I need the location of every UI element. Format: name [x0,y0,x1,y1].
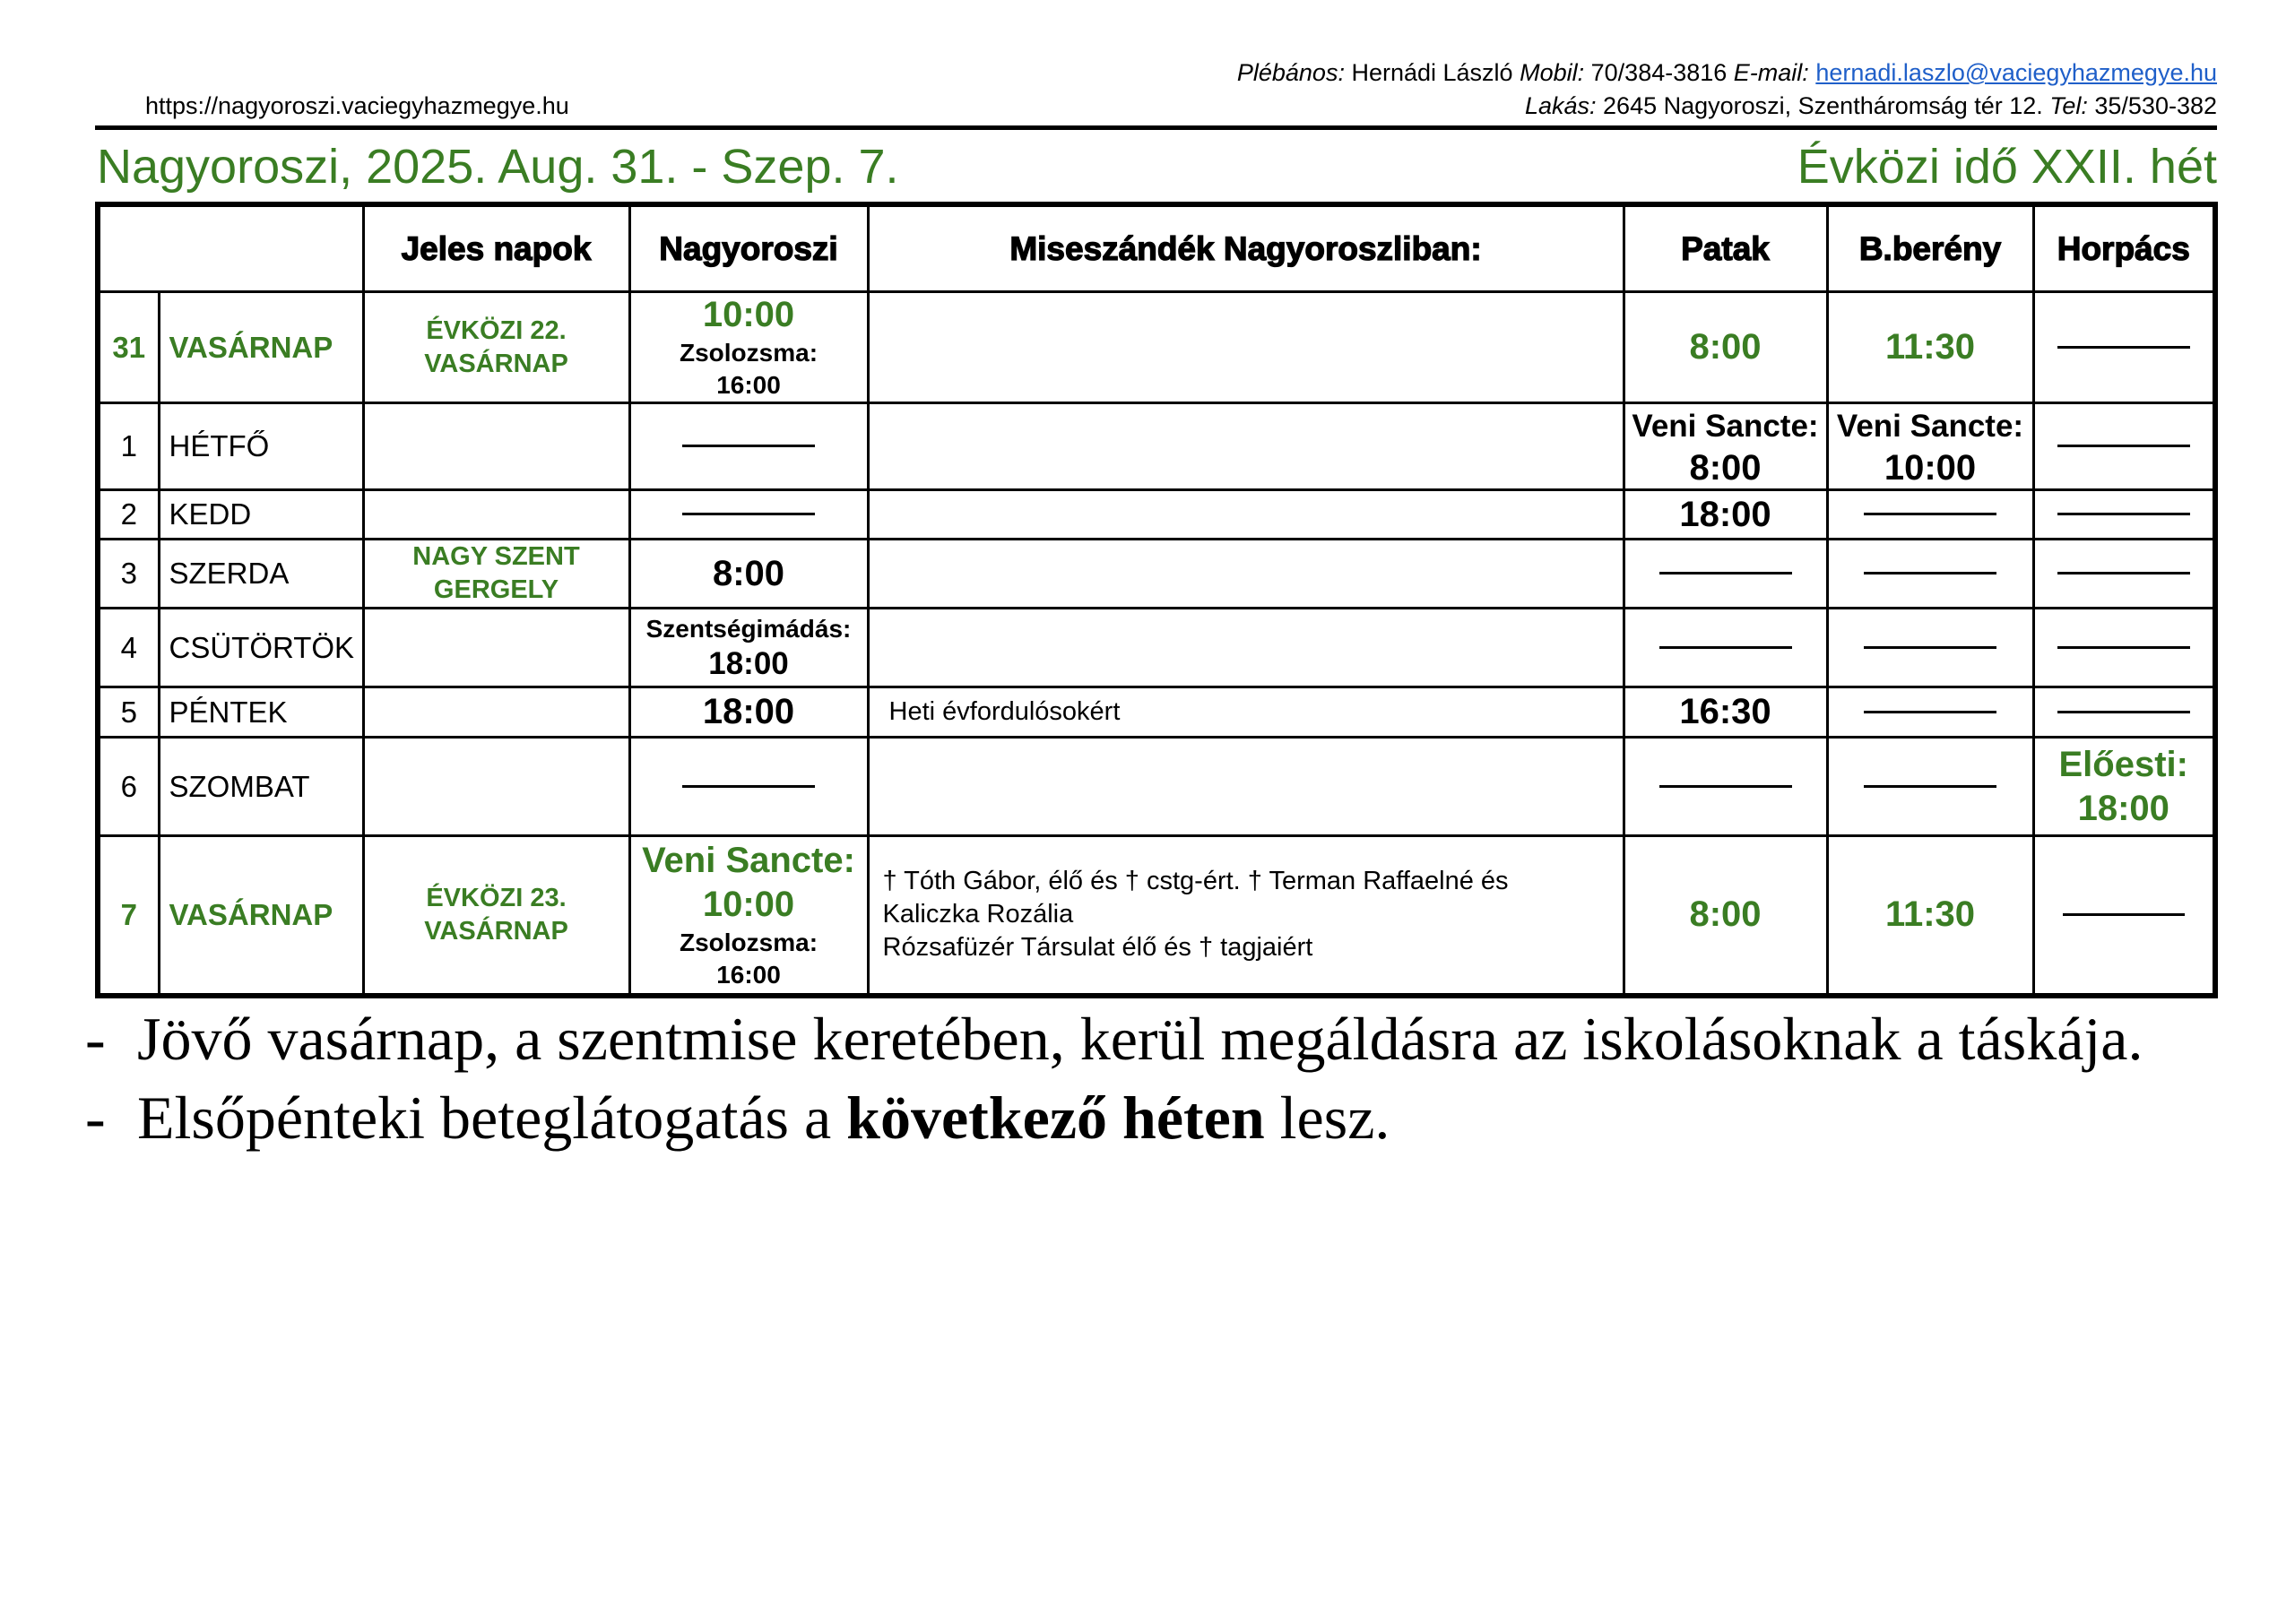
email-link[interactable]: hernadi.laszlo@vaciegyhazmegye.hu [1815,59,2217,86]
intent-cell [868,292,1624,403]
extra-time: 16:00 [716,371,781,399]
intent-cell [868,403,1624,490]
feast-line: ÉVKÖZI 22. [426,315,567,345]
day-name: VASÁRNAP [159,836,363,996]
mass-time: 10:00 [1884,447,1977,488]
tel-number: 35/530-382 [2094,92,2217,119]
no-mass-dash [1864,513,1996,515]
patak-cell [1624,836,1827,996]
mass-time: 8:00 [1689,327,1762,367]
feast [363,403,629,490]
day-number: 4 [98,609,159,687]
feast [363,738,629,836]
bullet: - [85,1005,106,1073]
horpacs-cell [2033,609,2215,687]
no-mass-dash [1864,785,1996,788]
feast [363,609,629,687]
day-number: 3 [98,540,159,609]
horpacs-cell [2033,836,2215,996]
bbereny-cell [1827,687,2033,738]
home-label: Lakás: [1524,92,1597,119]
address: 2645 Nagyoroszi, Szentháromság tér 12. [1603,92,2043,119]
extra-time: 16:00 [716,960,781,989]
no-mass-dash [2057,346,2190,349]
mass-time: 16:30 [1679,692,1771,731]
nagyoroszi-cell [629,403,868,490]
header-intentions: Miseszándék Nagyoroszliban: [868,204,1624,292]
patak-cell [1624,540,1827,609]
mass-schedule-table [95,202,2218,998]
day-name: SZOMBAT [159,738,363,836]
bullet: - [85,1084,106,1152]
mass-label: Veni Sancte: [1836,408,2024,444]
nagyoroszi-cell [629,687,868,738]
intent-cell: Heti évfordulósokért [868,687,1624,738]
day-number: 31 [98,292,159,403]
intent-line: Kaliczka Rozália [882,900,1074,929]
horpacs-cell [2033,687,2215,738]
bbereny-cell [1827,403,2033,490]
mass-time: 8:00 [1689,894,1762,935]
patak-cell [1624,403,1827,490]
table-row [98,687,2215,738]
day-number: 1 [98,403,159,490]
day-name: VASÁRNAP [159,292,363,403]
announcement-item [85,999,2219,1078]
header-patak: Patak [1624,204,1827,292]
day-name: PÉNTEK [159,687,363,738]
no-mass-dash [1864,572,1996,574]
no-mass-dash [682,445,815,447]
announcement-part: Elsőpénteki beteglátogatás a [137,1084,832,1152]
intent-line: Rózsafüzér Társulat élő és † tagjaiért [882,933,1313,963]
nagyoroszi-cell [629,490,868,540]
feast [363,490,629,540]
mass-time: 11:30 [1884,894,1976,935]
pastor-contact-line [1237,59,2217,87]
table-row [98,738,2215,836]
mass-time: 10:00 [702,884,795,924]
no-mass-dash [1864,646,1996,649]
patak-cell [1624,490,1827,540]
no-mass-dash [682,785,815,788]
announcement-part: lesz. [1279,1084,1390,1152]
announcement-text [137,1078,2219,1157]
adoration-label: Szentségimádás: [645,614,852,643]
mass-time: 8:00 [712,553,785,593]
site-url[interactable]: https://nagyoroszi.vaciegyhazmegye.hu [145,92,569,119]
table-row [98,540,2215,609]
feast-line: VASÁRNAP [424,916,568,946]
day-name: CSÜTÖRTÖK [159,609,363,687]
mass-time: 10:00 [702,295,795,334]
day-name: HÉTFŐ [159,403,363,490]
day-number: 7 [98,836,159,996]
table-row [98,836,2215,996]
vigil-time: 18:00 [2077,788,2169,828]
intent-cell [868,609,1624,687]
vigil-label: Előesti: [2058,744,2188,784]
table-row [98,292,2215,403]
announcement-text: Jövő vasárnap, a szentmise keretében, kerül megáldásra az iskolásoknak a táskája. [137,1005,2143,1073]
mass-time: 8:00 [1689,447,1762,488]
feast-line: NAGY SZENT [412,542,580,571]
header-bbereny: B.berény [1827,204,2033,292]
table-row [98,403,2215,490]
extra-label: Zsolozsma: [679,928,818,956]
address-line [1525,92,2217,120]
header-horpacs: Horpács [2033,204,2215,292]
header-divider [95,125,2217,130]
intent-cell [868,836,1624,996]
bbereny-cell [1827,490,2033,540]
horpacs-cell [2033,403,2215,490]
feast [363,836,629,996]
header-feasts: Jeles napok [363,204,629,292]
feast [363,292,629,403]
bbereny-cell [1827,292,2033,403]
no-mass-dash [2057,711,2190,713]
pastor-label: Plébános: [1236,59,1345,86]
patak-cell [1624,292,1827,403]
feast [363,687,629,738]
mass-time: 18:00 [1679,494,1771,534]
page-title: Nagyoroszi, 2025. Aug. 31. - Szep. 7. [97,140,899,194]
header-nagyoroszi: Nagyoroszi [629,204,868,292]
day-number: 6 [98,738,159,836]
horpacs-cell [2033,490,2215,540]
bbereny-cell [1827,609,2033,687]
feast-line: ÉVKÖZI 23. [426,883,567,912]
table-row [98,490,2215,540]
feast-line: VASÁRNAP [424,349,568,378]
nagyoroszi-cell [629,292,868,403]
mass-label: Veni Sancte: [642,840,855,880]
horpacs-cell [2033,292,2215,403]
intent-cell [868,490,1624,540]
intent-cell [868,540,1624,609]
feast [363,540,629,609]
header-day [98,204,363,292]
no-mass-dash [2057,646,2190,649]
patak-cell [1624,738,1827,836]
liturgical-week: Évközi idő XXII. hét [1797,140,2217,194]
no-mass-dash [2063,913,2185,916]
horpacs-cell [2033,738,2215,836]
nagyoroszi-cell [629,836,868,996]
extra-label: Zsolozsma: [679,339,818,367]
table-row [98,609,2215,687]
patak-cell [1624,687,1827,738]
no-mass-dash [682,513,815,515]
no-mass-dash [2057,572,2190,574]
bbereny-cell [1827,540,2033,609]
pastor-name: Hernádi László [1351,59,1513,86]
bbereny-cell [1827,836,2033,996]
mobile-label: Mobil: [1520,59,1585,86]
no-mass-dash [1659,572,1792,574]
mass-label: Veni Sancte: [1632,408,1819,444]
intent-line: † Tóth Gábor, élő és † cstg-ért. † Terman Raffaelné és [882,867,1509,896]
mass-time: 11:30 [1884,327,1976,367]
mobile-number: 70/384-3816 [1590,59,1728,86]
horpacs-cell [2033,540,2215,609]
bbereny-cell [1827,738,2033,836]
no-mass-dash [1659,785,1792,788]
email-label: E-mail: [1733,59,1809,86]
announcements [85,999,2219,1157]
nagyoroszi-cell [629,540,868,609]
feast-line: GERGELY [433,575,559,604]
no-mass-dash [2057,445,2190,447]
tel-label: Tel: [2049,92,2088,119]
intent-cell [868,738,1624,836]
announcement-item [85,1078,2219,1157]
no-mass-dash [1659,646,1792,649]
patak-cell [1624,609,1827,687]
adoration-time: 18:00 [708,645,789,681]
nagyoroszi-cell [629,609,868,687]
nagyoroszi-cell [629,738,868,836]
announcement-emphasis: következő héten [846,1084,1265,1152]
table-header-row [98,204,2215,292]
mass-time: 18:00 [702,692,795,731]
day-name: SZERDA [159,540,363,609]
no-mass-dash [1864,711,1996,713]
day-number: 2 [98,490,159,540]
day-name: KEDD [159,490,363,540]
no-mass-dash [2057,513,2190,515]
day-number: 5 [98,687,159,738]
